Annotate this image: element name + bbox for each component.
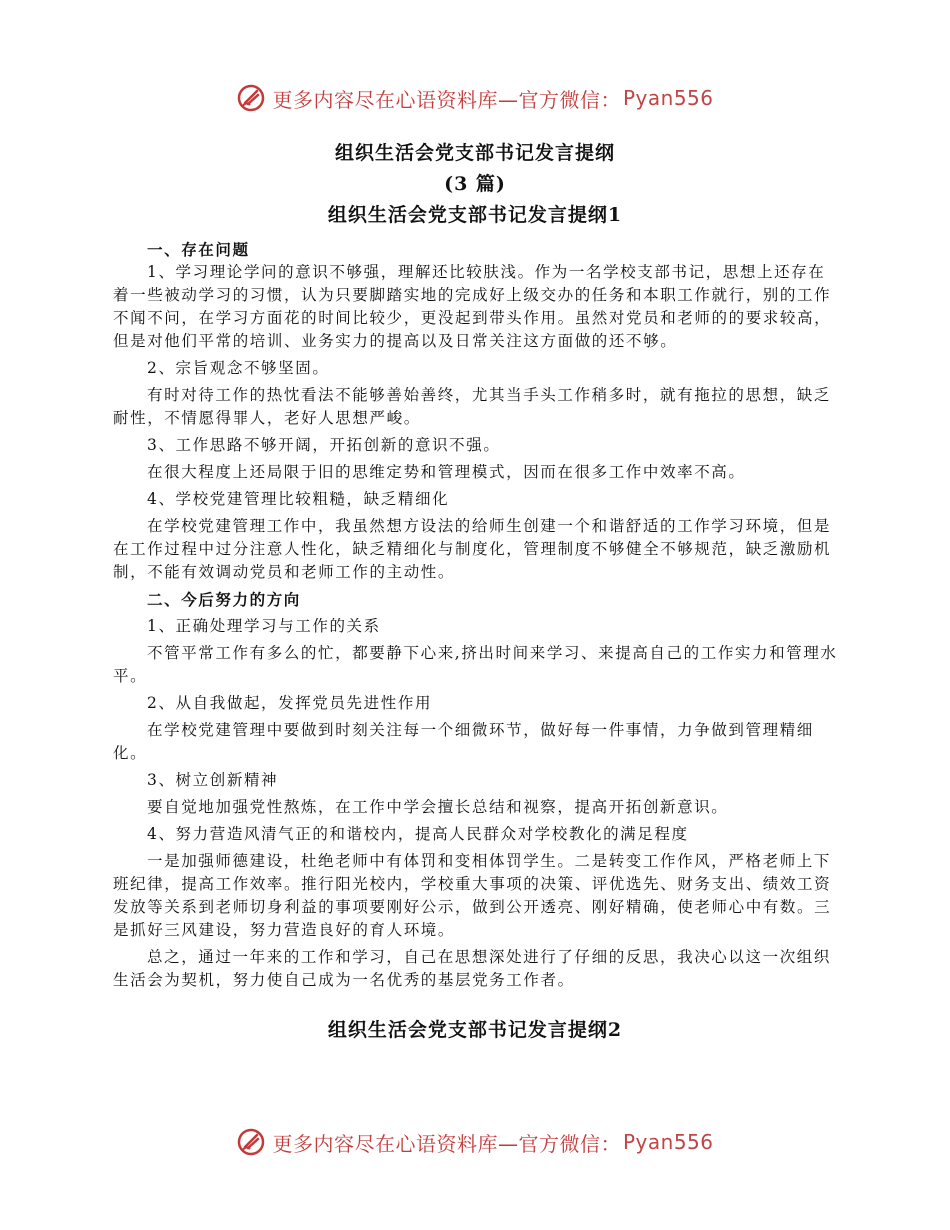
paragraph: 在学校党建管理中要做到时刻关注每一个细微环节，做好每一件事情，力争做到管理精细化。 <box>113 721 814 762</box>
paragraph: 要自觉地加强党性熬炼，在工作中学会擅长总结和视察，提高开拓创新意识。 <box>147 798 729 816</box>
watermark-text: 更多内容尽在心语资料库—官方微信： <box>272 1131 621 1156</box>
watermark-wechat-id: Pyan556 <box>622 86 714 110</box>
document-subtitle-2: 组织生活会党支部书记发言提纲2 <box>327 1019 623 1041</box>
paragraph: 2、从自我做起，发挥党员先进性作用 <box>147 694 433 712</box>
brand-logo-icon <box>236 83 266 113</box>
paragraph: 总之，通过一年来的工作和学习，自己在思想深处进行了仔细的反思，我决心以这一次组织生活会为契机，努力使自己成为一名优秀的基层党务工作者。 <box>113 948 832 989</box>
paragraph: 1、正确处理学习与工作的关系 <box>147 617 381 635</box>
section-heading: 二、今后努力的方向 <box>147 590 301 609</box>
watermark-wechat-id: Pyan556 <box>622 1130 714 1154</box>
paragraph: 2、宗旨观念不够坚固。 <box>147 359 330 377</box>
paragraph: 4、学校党建管理比较粗糙，缺乏精细化 <box>147 490 450 508</box>
document-title-block <box>0 138 950 231</box>
watermark-header <box>0 78 950 118</box>
brand-logo-icon <box>236 1127 266 1157</box>
watermark-footer <box>0 1122 950 1162</box>
watermark-text: 更多内容尽在心语资料库—官方微信： <box>272 87 621 112</box>
document-count: (3 篇) <box>444 173 506 195</box>
paragraph: 4、努力营造风清气正的和谐校内，提高人民群众对学校教化的满足程度 <box>147 825 689 843</box>
document-body <box>113 238 841 992</box>
paragraph: 不管平常工作有多么的忙，都要静下心来,挤出时间来学习、来提高自己的工作实力和管理水平。 <box>113 644 838 685</box>
document-title: 组织生活会党支部书记发言提纲 <box>334 142 615 164</box>
paragraph: 一是加强师德建设，杜绝老师中有体罚和变相体罚学生。二是转变工作作风，严格老师上下班纪律，提高工作效率。推行阳光校内，学校重大事项的决策、评优选先、财务支出、绩效工资发放等关系到老师切身利益的事项要刚好公示，做到公开透亮、刚好精确，使老师心中有数。三是抓好三风建设，努力营造良好的育人环境。 <box>113 852 832 939</box>
paragraph: 3、树立创新精神 <box>147 771 279 789</box>
paragraph: 在很大程度上还局限于旧的思维定势和管理模式，因而在很多工作中效率不高。 <box>147 463 746 481</box>
paragraph: 在学校党建管理工作中，我虽然想方设法的给师生创建一个和谐舒适的工作学习环境，但是在工作过程中过分注意人性化，缺乏精细化与制度化，管理制度不够健全不够规范，缺乏激励机制，不能有效调动党员和老师工作的主动性。 <box>113 517 832 581</box>
paragraph: 有时对待工作的热忱看法不能够善始善终，尤其当手头工作稍多时，就有拖拉的思想，缺乏耐性，不情愿得罪人，老好人思想严峻。 <box>113 386 832 427</box>
paragraph: 3、工作思路不够开阔，开拓创新的意识不强。 <box>147 436 501 454</box>
section-heading: 一、存在问题 <box>147 240 250 259</box>
document-subtitle-1: 组织生活会党支部书记发言提纲1 <box>327 204 623 226</box>
paragraph: 1、学习理论学问的意识不够强，理解还比较肤浅。作为一名学校支部书记，思想上还存在着一些被动学习的习惯，认为只要脚踏实地的完成好上级交办的任务和本职工作就行，别的工作不闻不问，在学习方面花的时间比较少，更没起到带头作用。虽然对党员和老师的的要求较高，但是对他们平常的培训、业务实力的提高以及日常关注这方面做的还不够。 <box>113 263 832 350</box>
